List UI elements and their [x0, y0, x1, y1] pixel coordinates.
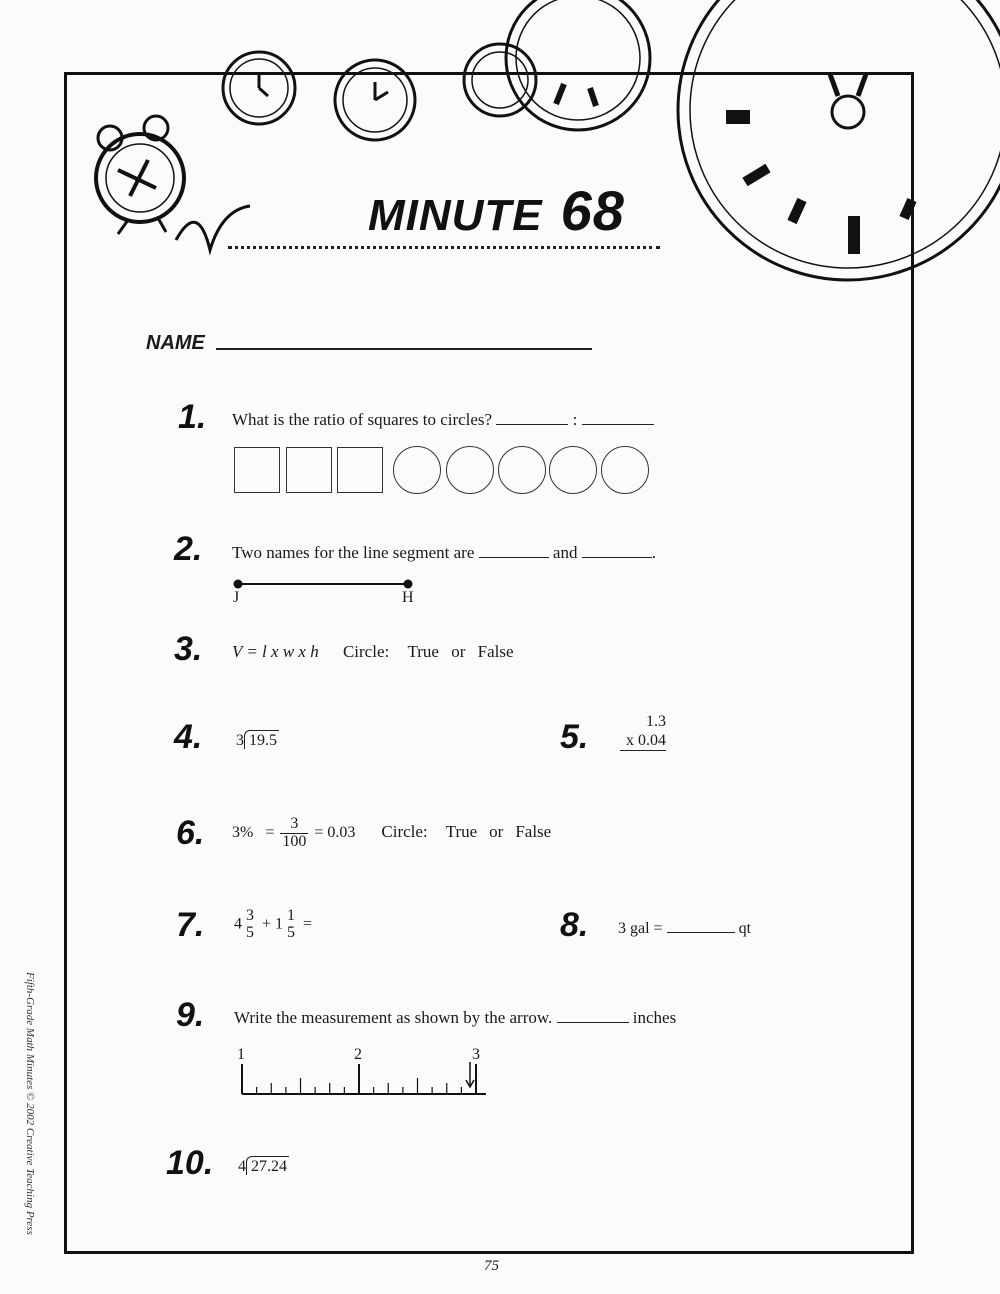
true-option[interactable]: True [445, 821, 478, 841]
false-option[interactable]: False [515, 821, 552, 841]
percent-value: 3% [232, 823, 254, 841]
long-division-4 [236, 732, 279, 750]
circle-shape [498, 446, 546, 494]
title-word: MINUTE [368, 191, 543, 240]
ruler-label: 1 [237, 1046, 245, 1063]
line-segment-jh [230, 576, 420, 596]
fraction [285, 908, 297, 942]
question-1-number: 1. [178, 398, 207, 436]
dividend: 27.24 [246, 1156, 289, 1175]
question-6-number: 6. [176, 814, 205, 852]
question-10-number: 10. [166, 1144, 214, 1182]
ruler-label: 2 [354, 1046, 362, 1063]
name-label: NAME [146, 332, 205, 354]
ruler-label: 3 [472, 1046, 480, 1063]
answer-blank[interactable] [496, 410, 568, 425]
page-title [368, 178, 625, 243]
fraction [244, 908, 256, 942]
dividend: 19.5 [244, 730, 279, 749]
numerator: 3 [280, 816, 308, 834]
answer-blank[interactable] [667, 918, 735, 933]
question-5-number: 5. [560, 718, 589, 756]
circle-shape [601, 446, 649, 494]
question-3-number: 3. [174, 630, 203, 668]
side-credit: Fifth-Grade Math Minutes © 2002 Creative Teaching Press [24, 972, 36, 1235]
question-9-number: 9. [176, 996, 205, 1034]
question-9-prompt: Write the measurement as shown by the arrow. [234, 1008, 553, 1027]
whole-number: 1 [275, 915, 284, 933]
square-shape [337, 447, 383, 493]
question-8-text [618, 918, 751, 938]
small-clock-icon [335, 60, 415, 140]
numerator: 1 [287, 907, 296, 924]
square-shape [234, 447, 280, 493]
divisor: 3 [236, 732, 244, 749]
conversion-left: 3 gal = [618, 920, 663, 937]
circle-shape [393, 446, 441, 494]
question-8-number: 8. [560, 906, 589, 944]
volume-formula: V = l x w x h [232, 642, 319, 661]
false-option[interactable]: False [477, 642, 514, 661]
decimal-result: = 0.03 [314, 823, 356, 841]
denominator: 5 [246, 923, 254, 941]
period: . [651, 543, 656, 562]
question-2-number: 2. [174, 530, 203, 568]
clock-decorations [0, 0, 1000, 300]
numerator: 3 [246, 907, 254, 924]
title-dotted-rule [228, 246, 660, 249]
alarm-clock-icon [96, 116, 250, 250]
answer-blank[interactable] [557, 1008, 629, 1023]
point-label-h: H [402, 589, 414, 606]
measurement-arrow-icon [466, 1062, 474, 1087]
square-shape [286, 447, 332, 493]
equals-sign: = [303, 915, 313, 933]
mixed-number-addition [234, 908, 312, 942]
question-9-text [234, 1008, 676, 1028]
point-label-j: J [233, 589, 240, 606]
equals-sign: = [265, 823, 275, 841]
medium-clock-icon [506, 0, 650, 130]
fraction [280, 816, 308, 851]
question-1-text [232, 410, 654, 430]
denominator: 100 [282, 832, 307, 850]
ruler [236, 1060, 486, 1100]
circle-label: Circle: [381, 821, 428, 841]
question-4-number: 4. [174, 718, 203, 756]
multiplier: x 0.04 [620, 731, 666, 751]
and-word: and [552, 543, 578, 562]
question-3-text [232, 642, 514, 662]
ratio-colon: : [572, 410, 578, 429]
whole-number: 4 [234, 915, 242, 933]
answer-blank[interactable] [479, 543, 549, 558]
unit-inches: inches [632, 1008, 677, 1027]
large-clock-icon [678, 0, 1000, 280]
circle-label: Circle: [342, 642, 390, 661]
answer-blank[interactable] [582, 543, 652, 558]
or-word: or [489, 821, 504, 841]
multiplication-problem [620, 712, 666, 751]
divisor: 4 [238, 1158, 246, 1175]
question-7-number: 7. [176, 906, 205, 944]
plus-sign: + [262, 915, 272, 933]
question-6-text [232, 816, 551, 851]
page-number: 75 [484, 1258, 499, 1274]
multiplicand: 1.3 [646, 713, 666, 730]
or-word: or [451, 642, 466, 661]
small-clock-icon [223, 52, 295, 124]
denominator: 5 [287, 923, 296, 941]
true-option[interactable]: True [407, 642, 439, 661]
answer-blank[interactable] [582, 410, 654, 425]
name-input-line[interactable] [216, 348, 592, 350]
long-division-10 [238, 1158, 289, 1176]
question-2-text [232, 543, 656, 563]
circle-shape [549, 446, 597, 494]
question-1-prompt: What is the ratio of squares to circles? [232, 410, 493, 429]
title-number: 68 [560, 179, 625, 242]
unit-quarts: qt [738, 920, 752, 937]
circle-shape [446, 446, 494, 494]
question-2-prompt: Two names for the line segment are [232, 543, 475, 562]
